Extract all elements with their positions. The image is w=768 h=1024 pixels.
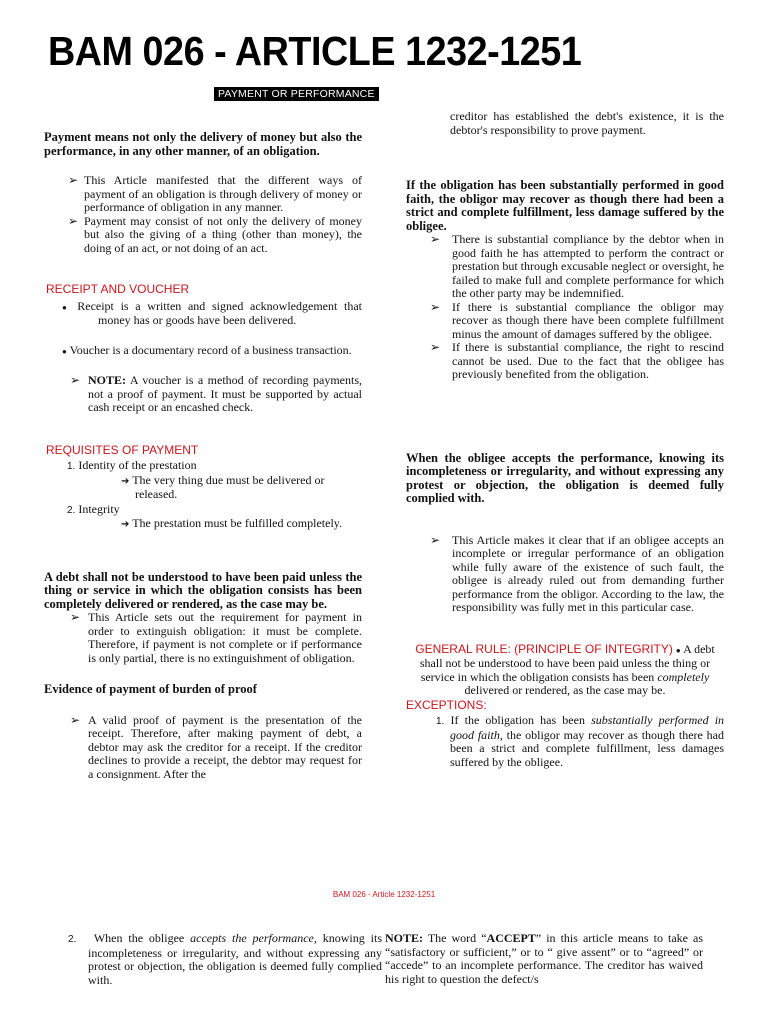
- note-text: A voucher is a method of recording payments, not a proof of payment. It must be supported by actual cash receipt or an encashed check.: [88, 373, 362, 414]
- substantial-bullets: [406, 233, 724, 382]
- arrowhead-icon: ➢: [430, 532, 441, 547]
- general-rule: GENERAL RULE: (PRINCIPLE OF INTEGRITY) ● A debt shall not be understood to have been paid unless the thing or service in which the obligation consists has been completely delivered or rendered, as the case may be.: [415, 641, 715, 697]
- evidence-heading: Evidence of payment of burden of proof: [44, 682, 257, 696]
- substantial-heading: If the obligation has been substantially performed in good faith, the obligor may recover as though there had been a strict and complete fulfillment, less damage suffered by the obligee.: [406, 178, 724, 233]
- list-item: ➢ If there is substantial compliance the obligor may recover as though there have been complete fulfillment minus the amount of damages suffered by the obligee.: [430, 299, 724, 341]
- intro-bullets: [44, 174, 362, 255]
- debt-heading: A debt shall not be understood to have been paid unless the thing or service in which the obligation consists has been completely delivered or rendered, as the case may be.: [44, 569, 362, 611]
- evidence-bullet: ➢ A valid proof of payment is the presentation of the receipt. Therefore, after making payment of debt, a debtor may ask the creditor for a receipt. If the creditor declines to provide a receipt, the debtor may request for a consignment. After the: [70, 712, 362, 781]
- receipt-voucher-heading: RECEIPT AND VOUCHER: [46, 282, 190, 296]
- list-item: ➢ Payment may consist of not only the delivery of money but also the giving of a thing (other than money), the doing of an act, or not doing of an act.: [68, 213, 362, 255]
- debt-bullet: ➢ This Article sets out the requirement for payment in order to extinguish obligation: it must be complete. Therefore, if payment is not complete or if performance is only partial, there is no extinguishment of obligation.: [70, 610, 362, 665]
- requisites-heading: REQUISITES OF PAYMENT: [46, 442, 199, 457]
- arrow-icon: ➔: [121, 475, 130, 487]
- arrowhead-icon: ➢: [430, 340, 441, 354]
- continuation-text: creditor has established the debt's existence, it is the debtor's responsibility to prove payment.: [450, 109, 724, 137]
- list-subitem: ➔ The very thing due must be delivered or released.: [121, 472, 325, 501]
- arrowhead-icon: ➢: [430, 232, 441, 246]
- accepts-heading: When the obligee accepts the performance, knowing its incompleteness or irregularity, and without expressing any protest or objection, the obligation is deemed fully complied with.: [406, 450, 724, 505]
- list-item: 1. Identity of the prestation: [67, 458, 197, 472]
- arrowhead-icon: ➢: [430, 299, 441, 314]
- exception-item: 1. If the obligation has been substantially performed in good faith, the obligor may recover as though there had been a strict and complete fulfillment, less damages suffered by the obligee.: [436, 713, 725, 769]
- arrowhead-icon: ➢: [68, 173, 79, 187]
- general-rule-label: GENERAL RULE: (PRINCIPLE OF INTEGRITY): [415, 641, 673, 656]
- exceptions-label: EXCEPTIONS:: [406, 697, 487, 712]
- bottom-note: NOTE: The word “ACCEPT” in this article means to take as “satisfactory or sufficient,” or to “ give assent” or to “agreed” or “accede” to an incomplete performance. The creditor has waived his right to question the defect/s: [385, 931, 703, 986]
- page-footer: BAM 026 - Article 1232-1251: [332, 890, 436, 899]
- list-subitem: ➔ The prestation must be fulfilled completely.: [121, 516, 343, 530]
- arrow-icon: ➔: [121, 519, 130, 530]
- section-banner: PAYMENT OR PERFORMANCE: [214, 87, 379, 101]
- list-item: ● Voucher is a documentary record of a business transaction.: [62, 342, 352, 357]
- bullet-dot-icon: ●: [62, 302, 71, 312]
- note-label: NOTE:: [88, 373, 127, 387]
- requisites-list: [67, 459, 362, 532]
- note-item: [70, 374, 362, 415]
- list-item: ➢ If there is substantial compliance, the right to rescind cannot be used. Due to the fact that the obligee has previously benefited from the obligation.: [430, 340, 724, 381]
- arrowhead-icon: ➢: [70, 712, 81, 727]
- page-title: BAM 026 - ARTICLE 1232-1251: [48, 28, 582, 74]
- bullet-dot-icon: ●: [62, 346, 67, 356]
- note-label: NOTE:: [385, 931, 424, 945]
- list-item: ➢ There is substantial compliance by the debtor when in good faith he has attempted to perform the contract or prestation but through excusable neglect or oversight, he failed to make full and complete performance for which the other party may be indemnified.: [430, 232, 724, 300]
- arrowhead-icon: ➢: [70, 610, 81, 624]
- list-item: ● Receipt is a written and signed acknowledgement that money has or goods have been delivered.: [62, 298, 363, 327]
- arrowhead-icon: ➢: [68, 213, 79, 228]
- right-column: [406, 110, 724, 769]
- receipt-list: [44, 300, 362, 359]
- arrowhead-icon: ➢: [70, 373, 81, 387]
- list-item: 2. Integrity: [67, 501, 120, 516]
- list-item: ➢ This Article manifested that the different ways of payment of an obligation is through delivery of money or performance of obligation in any manner.: [68, 173, 362, 214]
- bottom-item-2: 2. When the obligee accepts the performance, knowing its incompleteness or irregularity, and without expressing any protest or objection, the obligation is deemed fully complied with.: [68, 931, 382, 987]
- accepts-bullet: ➢ This Article makes it clear that if an obligee accepts an incomplete or irregular performance of an obligation while fully aware of the existence of such fault, the obligee is already ruled out from demanding further performance from the obligor. According to the law, the responsibility was fully met in this particular case.: [430, 532, 724, 614]
- intro-heading: Payment means not only the delivery of money but also the performance, in any other manner, of an obligation.: [44, 130, 362, 158]
- left-column: [44, 131, 362, 781]
- bullet-dot-icon: ●: [675, 645, 681, 655]
